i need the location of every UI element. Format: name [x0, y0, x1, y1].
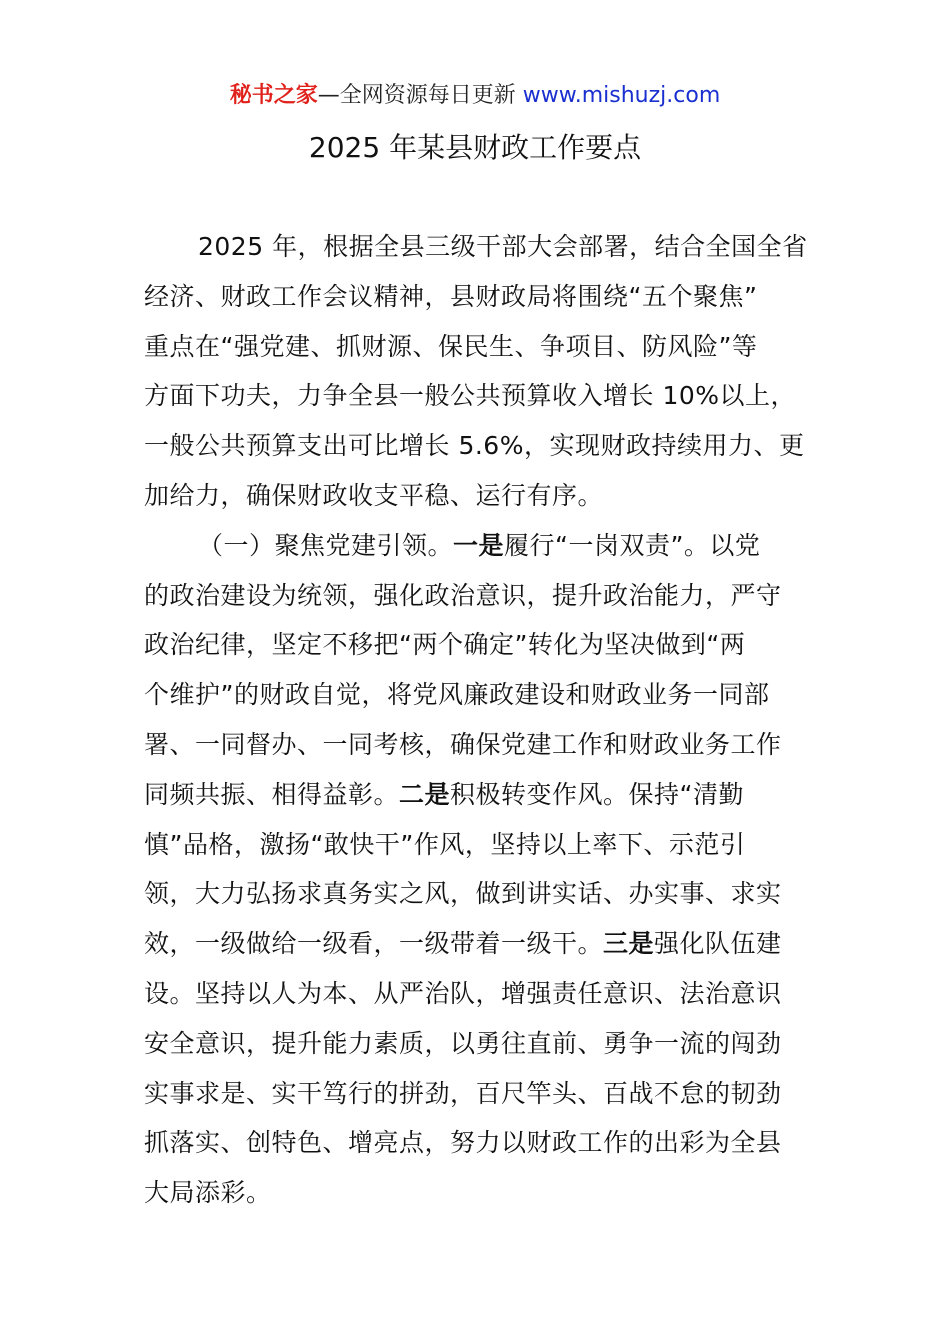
text-line: 慎”品格，激扬“敢快干”作风，坚持以上率下、示范引 — [144, 829, 746, 859]
brand-name: 秘书之家 — [229, 83, 318, 108]
text-line — [144, 919, 808, 969]
text-span: 同频共振、相得益彰。 — [144, 779, 400, 809]
text-span: 履行“一岗双责”。以党 — [504, 530, 761, 560]
text-line: 一般公共预算支出可比增长 5.6%，实现财政持续用力、更 — [144, 431, 805, 461]
header-tagline: —全网资源每日更新 — [317, 83, 523, 108]
text-line: 政治纪律，坚定不移把“两个确定”转化为坚决做到“两 — [144, 630, 746, 660]
bold-marker: 一是 — [453, 530, 505, 560]
text-line: 安全意识，提升能力素质，以勇往直前、勇争一流的闯劲 — [144, 1028, 782, 1058]
text-line — [144, 521, 808, 571]
text-line: 方面下功夫，力争全县一般公共预算收入增长 10%以上， — [144, 381, 797, 411]
text-line: 大局添彩。 — [144, 1178, 272, 1208]
paragraph-section-one — [144, 521, 808, 1218]
bold-marker: 二是 — [399, 779, 451, 809]
bold-marker: 三是 — [603, 929, 655, 959]
section-heading: （一）聚焦党建引领。 — [198, 530, 454, 560]
document-body — [144, 222, 808, 1218]
text-span: 效，一级做给一级看，一级带着一级干。 — [144, 929, 604, 959]
paragraph-intro — [144, 222, 808, 521]
text-line: 抓落实、创特色、增亮点，努力以财政工作的出彩为全县 — [144, 1128, 782, 1158]
text-line — [144, 770, 808, 820]
text-line: 经济、财政工作会议精神，县财政局将围绕“五个聚焦” — [144, 281, 758, 311]
text-line: 设。坚持以人为本、从严治队，增强责任意识、法治意识 — [144, 978, 782, 1008]
text-span: 积极转变作风。保持“清勤 — [450, 779, 744, 809]
text-line: 领，大力弘扬求真务实之风，做到讲实话、办实事、求实 — [144, 879, 782, 909]
text-line: 实事求是、实干笃行的拼劲，百尺竿头、百战不怠的韧劲 — [144, 1078, 782, 1108]
text-span: 强化队伍建 — [654, 929, 782, 959]
text-line: 署、一同督办、一同考核，确保党建工作和财政业务工作 — [144, 729, 782, 759]
text-line: 的政治建设为统领，强化政治意识，提升政治能力，严守 — [144, 580, 782, 610]
text-line: 个维护”的财政自觉，将党风廉政建设和财政业务一同部 — [144, 680, 770, 710]
text-line: 重点在“强党建、抓财源、保民生、争项目、防风险”等 — [144, 331, 758, 361]
site-url-link[interactable]: www.mishuzj.com — [522, 83, 721, 108]
site-header — [0, 80, 950, 112]
document-title: 2025 年某县财政工作要点 — [308, 131, 642, 164]
text-line: 2025 年，根据全县三级干部大会部署，结合全国全省 — [198, 232, 808, 261]
text-line: 加给力，确保财政收支平稳、运行有序。 — [144, 480, 604, 510]
